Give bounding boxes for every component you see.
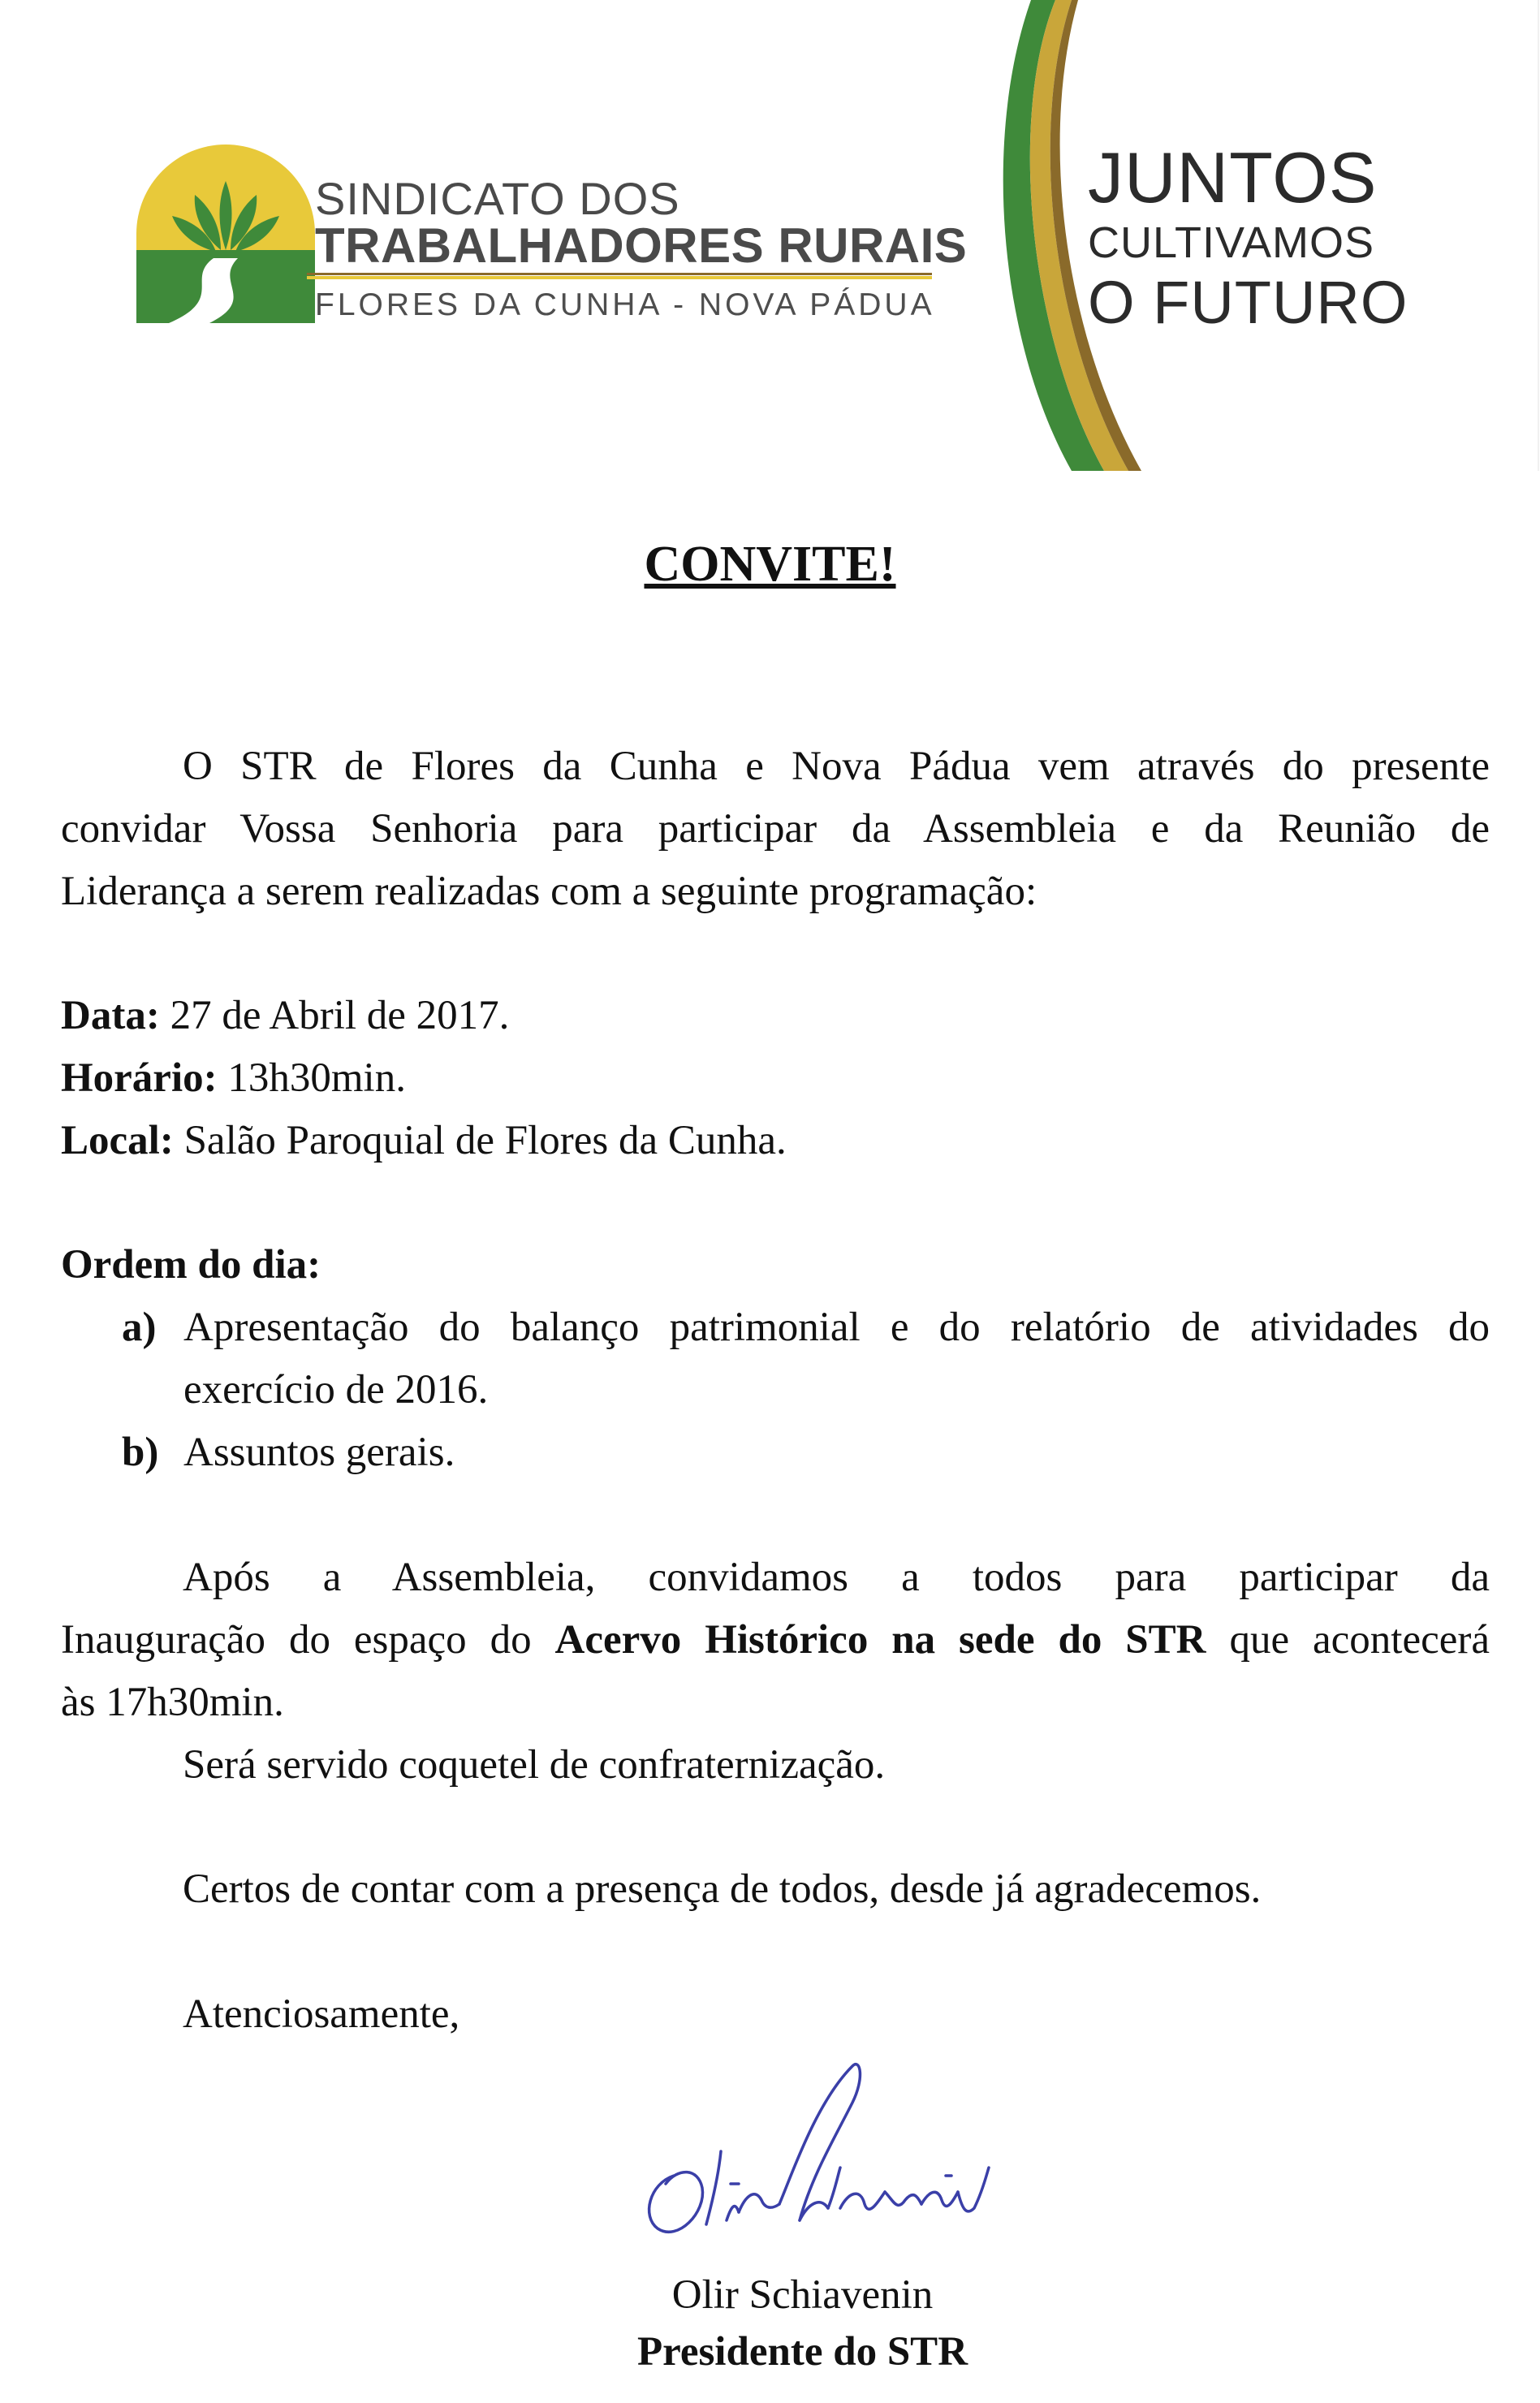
after-line2 (61, 1609, 1490, 1672)
intro-line3: Liderança a serem realizadas com a seguinte programação: (61, 869, 1037, 914)
letterhead (0, 0, 1540, 471)
agenda-item-text-continued: exercício de 2016. (183, 1367, 489, 1413)
thanks-paragraph: Certos de contar com a presença de todos, desde já agradecemos. (183, 1866, 1262, 1912)
time-field (61, 1047, 406, 1110)
org-location: FLORES DA CUNHA - NOVA PÁDUA (315, 287, 935, 322)
slogan-line3: O FUTURO (1088, 269, 1408, 336)
place-value: Salão Paroquial de Flores da Cunha. (173, 1118, 787, 1163)
slogan-line1: JUNTOS (1088, 137, 1378, 218)
cocktail-note: Será servido coquetel de confraternização. (183, 1742, 886, 1788)
after-line2-start: Inauguração do espaço do (61, 1617, 555, 1663)
place-field (61, 1110, 787, 1172)
date-value: 27 de Abril de 2017. (159, 993, 510, 1038)
slogan-line2: CULTIVAMOS (1088, 218, 1375, 267)
org-name-line2: TRABALHADORES RURAIS (315, 218, 968, 273)
closing-salutation: Atenciosamente, (183, 1991, 460, 2037)
agenda-item-text: Apresentação do balanço patrimonial e do relatório de atividades do (183, 1305, 1490, 1350)
time-label: Horário: (61, 1055, 218, 1101)
agenda-heading: Ordem do dia: (61, 1242, 321, 1288)
intro-line2: convidar Vossa Senhoria para participar da Assembleia e da Reunião de (61, 806, 1490, 852)
logo-divider (307, 273, 932, 279)
handwritten-signature (617, 2054, 1007, 2265)
document-title: CONVITE! (644, 537, 896, 592)
agenda-item-text: Assuntos gerais. (183, 1430, 455, 1475)
place-label: Local: (61, 1118, 174, 1163)
leaf-road-logo-icon (136, 136, 315, 323)
after-line3: às 17h30min. (61, 1680, 284, 1725)
intro-line1: O STR de Flores da Cunha e Nova Pádua vem através do presente (183, 744, 1490, 789)
agenda-item-marker: a) (122, 1305, 157, 1350)
org-name-line1: SINDICATO DOS (315, 173, 680, 224)
time-value: 13h30min. (217, 1055, 406, 1101)
archive-highlight: Acervo Histórico na sede do STR (554, 1617, 1206, 1663)
after-line2-end: que acontecerá (1206, 1617, 1490, 1663)
after-line1: Após a Assembleia, convidamos a todos para participar da (183, 1555, 1490, 1600)
date-label: Data: (61, 993, 160, 1038)
signer-name: Olir Schiavenin (671, 2272, 934, 2318)
date-field (61, 985, 509, 1047)
signer-role: Presidente do STR (636, 2329, 968, 2375)
agenda-item-marker: b) (122, 1430, 159, 1475)
